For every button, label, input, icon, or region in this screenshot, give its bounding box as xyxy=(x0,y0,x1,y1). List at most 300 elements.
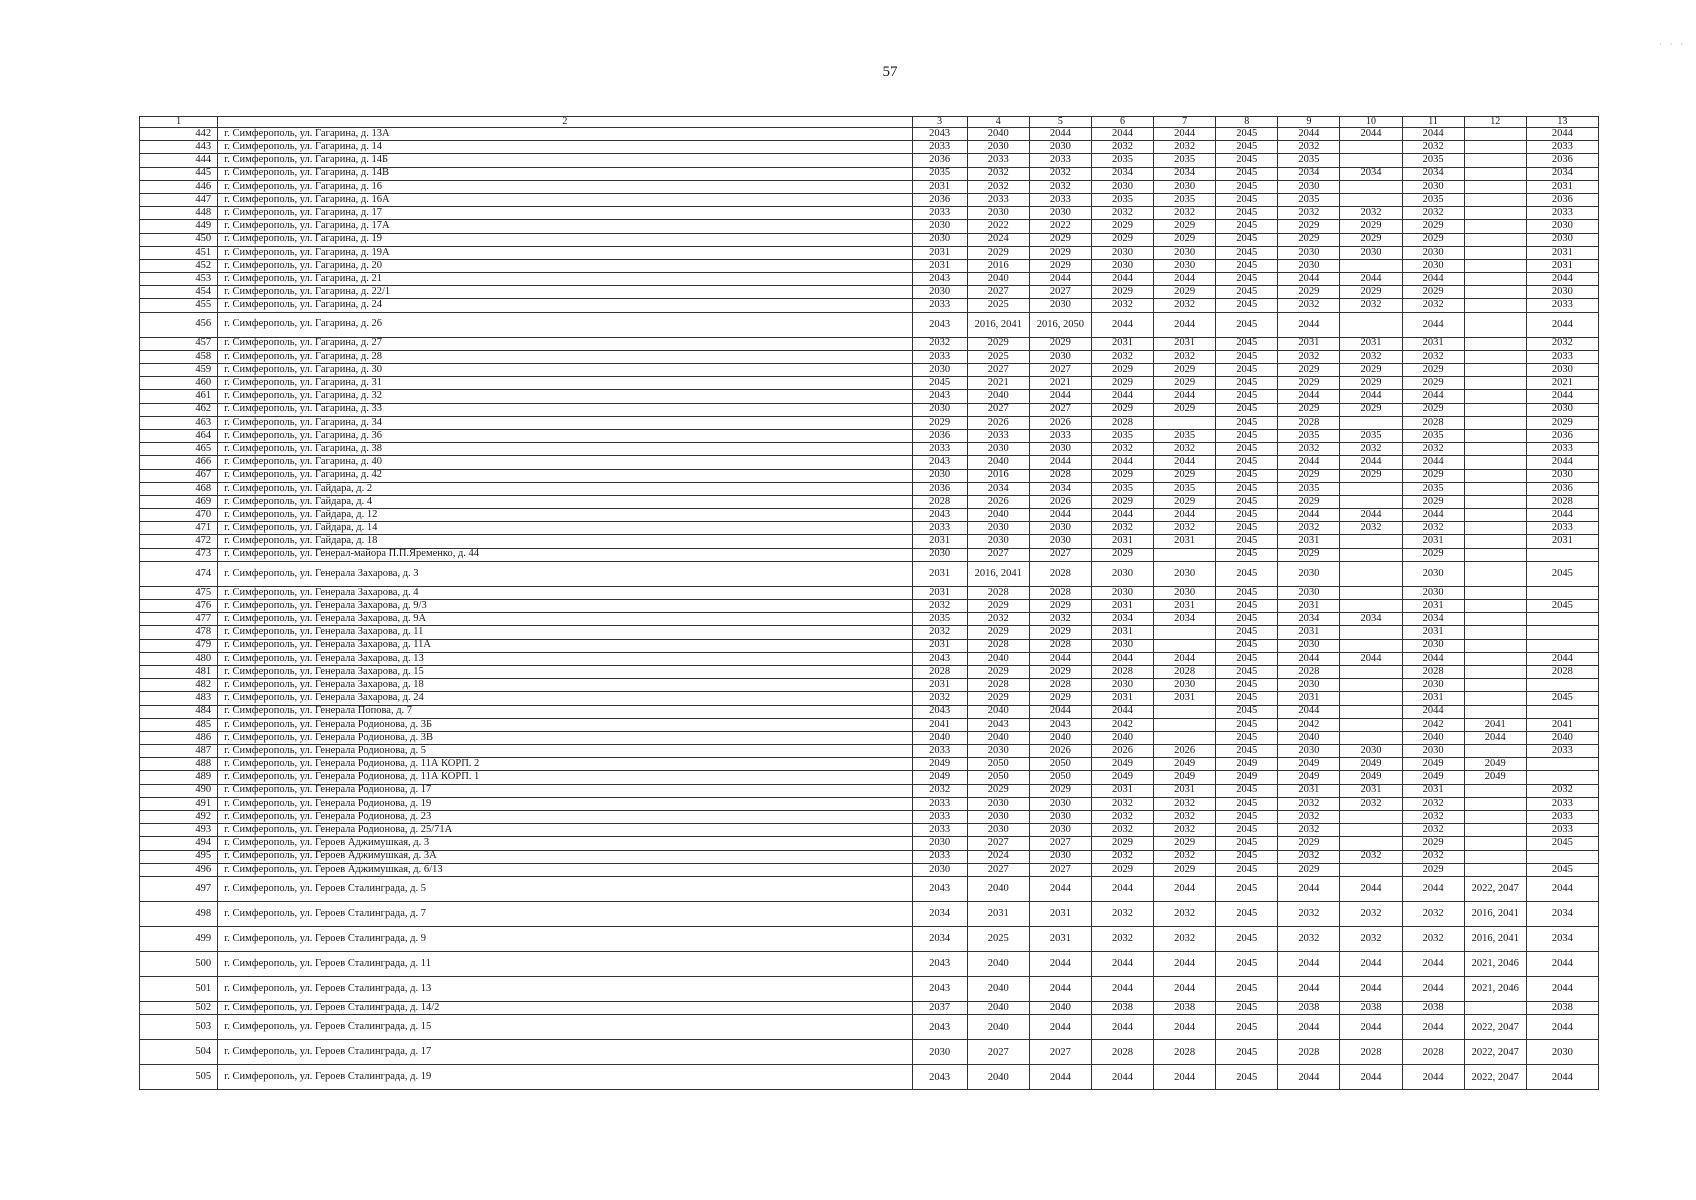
table-row xyxy=(140,154,1599,167)
year-cell: 2032 xyxy=(1278,850,1340,863)
year-cell: 2016 xyxy=(967,469,1029,482)
year-cell: 2034 xyxy=(967,482,1029,495)
year-cell xyxy=(1154,705,1216,718)
year-cell: 2045 xyxy=(1216,377,1278,390)
row-number-cell: 442 xyxy=(140,128,218,141)
year-cell: 2033 xyxy=(912,797,967,810)
year-cell: 2029 xyxy=(1402,377,1464,390)
year-cell: 2033 xyxy=(1526,745,1598,758)
year-cell: 2044 xyxy=(1340,1015,1402,1040)
year-cell: 2045 xyxy=(1216,976,1278,1001)
year-cell: 2032 xyxy=(1402,522,1464,535)
row-number-cell: 445 xyxy=(140,167,218,180)
year-cell: 2026 xyxy=(1154,745,1216,758)
table-row xyxy=(140,167,1599,180)
year-cell: 2030 xyxy=(1029,443,1091,456)
year-cell: 2035 xyxy=(1154,154,1216,167)
year-cell xyxy=(1464,377,1526,390)
year-cell: 2032 xyxy=(1278,207,1340,220)
year-cell: 2032 xyxy=(1091,522,1153,535)
year-cell: 2030 xyxy=(1278,586,1340,599)
year-cell: 2028 xyxy=(1402,1040,1464,1065)
year-cell: 2031 xyxy=(1278,626,1340,639)
table-row xyxy=(140,495,1599,508)
year-cell: 2031 xyxy=(1526,259,1598,272)
year-cell: 2029 xyxy=(967,626,1029,639)
address-cell: г. Симферополь, ул. Генерала Родионова, д. 11А КОРП. 2 xyxy=(218,758,912,771)
year-cell: 2040 xyxy=(967,876,1029,901)
year-cell: 2032 xyxy=(1029,613,1091,626)
year-cell: 2044 xyxy=(1340,1065,1402,1090)
year-cell: 2043 xyxy=(912,1065,967,1090)
year-cell: 2050 xyxy=(1029,758,1091,771)
address-cell: г. Симферополь, ул. Генерала Захарова, д. 4 xyxy=(218,586,912,599)
row-number-cell: 466 xyxy=(140,456,218,469)
year-cell xyxy=(1464,141,1526,154)
year-cell: 2044 xyxy=(1402,652,1464,665)
year-cell: 2032 xyxy=(1154,811,1216,824)
year-cell: 2044 xyxy=(1154,652,1216,665)
year-cell: 2032 xyxy=(1340,797,1402,810)
year-cell: 2033 xyxy=(1526,811,1598,824)
year-cell: 2038 xyxy=(1154,1001,1216,1014)
year-cell: 2030 xyxy=(1154,586,1216,599)
year-cell: 2045 xyxy=(1216,850,1278,863)
column-header: 13 xyxy=(1526,117,1598,128)
address-cell: г. Симферополь, ул. Генерала Захарова, д. 9А xyxy=(218,613,912,626)
address-cell: г. Симферополь, ул. Гагарина, д. 26 xyxy=(218,312,912,337)
year-cell: 2029 xyxy=(967,600,1029,613)
year-cell: 2049 xyxy=(912,758,967,771)
year-cell: 2030 xyxy=(1526,233,1598,246)
row-number-cell: 485 xyxy=(140,718,218,731)
address-cell: г. Симферополь, ул. Генерала Захарова, д. 3 xyxy=(218,561,912,586)
year-cell xyxy=(1464,535,1526,548)
year-cell: 2030 xyxy=(1091,180,1153,193)
year-cell: 2045 xyxy=(1216,665,1278,678)
year-cell: 2044 xyxy=(1154,456,1216,469)
year-cell: 2044 xyxy=(1091,876,1153,901)
year-cell: 2029 xyxy=(1402,220,1464,233)
year-cell: 2032 xyxy=(1154,207,1216,220)
year-cell: 2030 xyxy=(1029,207,1091,220)
row-number-cell: 478 xyxy=(140,626,218,639)
year-cell xyxy=(1340,193,1402,206)
year-cell xyxy=(1526,705,1598,718)
year-cell: 2034 xyxy=(912,901,967,926)
year-cell: 2029 xyxy=(1278,364,1340,377)
year-cell: 2049 xyxy=(1154,758,1216,771)
row-number-cell: 444 xyxy=(140,154,218,167)
year-cell: 2032 xyxy=(1091,850,1153,863)
year-cell: 2032 xyxy=(1402,901,1464,926)
year-cell: 2031 xyxy=(1402,692,1464,705)
year-cell: 2030 xyxy=(1402,246,1464,259)
year-cell: 2029 xyxy=(1091,403,1153,416)
year-cell: 2034 xyxy=(1526,167,1598,180)
address-cell: г. Симферополь, ул. Генерала Родионова, д. 5 xyxy=(218,745,912,758)
year-cell: 2045 xyxy=(1216,154,1278,167)
year-cell: 2030 xyxy=(1029,350,1091,363)
row-number-cell: 502 xyxy=(140,1001,218,1014)
year-cell xyxy=(1464,154,1526,167)
table-row xyxy=(140,692,1599,705)
year-cell: 2049 xyxy=(1402,758,1464,771)
year-cell xyxy=(1340,561,1402,586)
year-cell: 2032 xyxy=(1091,901,1153,926)
address-cell: г. Симферополь, ул. Гайдара, д. 2 xyxy=(218,482,912,495)
year-cell: 2029 xyxy=(1340,233,1402,246)
address-cell: г. Симферополь, ул. Генерала Захарова, д. 15 xyxy=(218,665,912,678)
year-cell: 2029 xyxy=(1091,286,1153,299)
row-number-cell: 460 xyxy=(140,377,218,390)
year-cell: 2028 xyxy=(967,639,1029,652)
year-cell: 2033 xyxy=(1526,824,1598,837)
year-cell: 2034 xyxy=(1154,167,1216,180)
year-cell: 2044 xyxy=(1278,951,1340,976)
table-row xyxy=(140,364,1599,377)
column-header: 1 xyxy=(140,117,218,128)
year-cell: 2031 xyxy=(1402,626,1464,639)
year-cell: 2045 xyxy=(1216,167,1278,180)
year-cell: 2033 xyxy=(1526,522,1598,535)
address-cell: г. Симферополь, ул. Генерала Попова, д. 7 xyxy=(218,705,912,718)
table-row xyxy=(140,901,1599,926)
year-cell: 2032 xyxy=(1091,797,1153,810)
year-cell: 2030 xyxy=(1526,469,1598,482)
year-cell: 2029 xyxy=(1154,403,1216,416)
year-cell: 2029 xyxy=(1029,626,1091,639)
year-cell: 2022, 2047 xyxy=(1464,1065,1526,1090)
year-cell: 2031 xyxy=(1091,784,1153,797)
year-cell: 2016, 2041 xyxy=(967,312,1029,337)
year-cell: 2031 xyxy=(1091,692,1153,705)
year-cell: 2029 xyxy=(1340,220,1402,233)
year-cell: 2033 xyxy=(912,522,967,535)
year-cell: 2049 xyxy=(1402,771,1464,784)
row-number-cell: 475 xyxy=(140,586,218,599)
table-row xyxy=(140,403,1599,416)
year-cell: 2027 xyxy=(967,1040,1029,1065)
year-cell: 2035 xyxy=(1402,154,1464,167)
year-cell: 2029 xyxy=(1091,495,1153,508)
year-cell: 2029 xyxy=(967,665,1029,678)
year-cell: 2044 xyxy=(1526,273,1598,286)
row-number-cell: 504 xyxy=(140,1040,218,1065)
table-row xyxy=(140,312,1599,337)
year-cell: 2022, 2047 xyxy=(1464,1040,1526,1065)
year-cell: 2029 xyxy=(1154,837,1216,850)
year-cell: 2032 xyxy=(1091,141,1153,154)
year-cell: 2031 xyxy=(1091,626,1153,639)
year-cell: 2040 xyxy=(1402,731,1464,744)
year-cell xyxy=(1464,246,1526,259)
year-cell: 2021, 2046 xyxy=(1464,951,1526,976)
year-cell xyxy=(1340,731,1402,744)
year-cell: 2043 xyxy=(912,128,967,141)
year-cell: 2029 xyxy=(1154,364,1216,377)
year-cell: 2031 xyxy=(1091,337,1153,350)
year-cell: 2030 xyxy=(1154,679,1216,692)
year-cell: 2044 xyxy=(1526,390,1598,403)
year-cell: 2044 xyxy=(1154,390,1216,403)
year-cell xyxy=(1340,548,1402,561)
year-cell: 2032 xyxy=(912,692,967,705)
year-cell: 2045 xyxy=(1216,259,1278,272)
year-cell: 2030 xyxy=(967,811,1029,824)
year-cell: 2038 xyxy=(1526,1001,1598,1014)
year-cell: 2036 xyxy=(912,482,967,495)
row-number-cell: 448 xyxy=(140,207,218,220)
address-cell: г. Симферополь, ул. Генерала Родионова, д. 19 xyxy=(218,797,912,810)
year-cell: 2034 xyxy=(1402,167,1464,180)
year-cell xyxy=(1526,548,1598,561)
year-cell: 2029 xyxy=(1278,377,1340,390)
year-cell: 2034 xyxy=(912,926,967,951)
year-cell: 2045 xyxy=(1216,718,1278,731)
year-cell: 2045 xyxy=(1526,692,1598,705)
year-cell: 2035 xyxy=(1154,429,1216,442)
year-cell: 2045 xyxy=(1216,705,1278,718)
year-cell: 2044 xyxy=(1091,705,1153,718)
table-row xyxy=(140,976,1599,1001)
year-cell: 2016, 2041 xyxy=(967,561,1029,586)
scan-marks: · · · xyxy=(1659,40,1686,49)
year-cell: 2024 xyxy=(967,850,1029,863)
year-cell: 2030 xyxy=(1029,824,1091,837)
row-number-cell: 454 xyxy=(140,286,218,299)
year-cell: 2045 xyxy=(1216,837,1278,850)
year-cell xyxy=(1464,1001,1526,1014)
year-cell: 2045 xyxy=(1216,1065,1278,1090)
year-cell: 2032 xyxy=(1402,141,1464,154)
table-row xyxy=(140,246,1599,259)
row-number-cell: 449 xyxy=(140,220,218,233)
year-cell: 2032 xyxy=(1402,926,1464,951)
year-cell: 2030 xyxy=(1029,797,1091,810)
year-cell: 2030 xyxy=(912,233,967,246)
column-header: 2 xyxy=(218,117,912,128)
year-cell xyxy=(1526,679,1598,692)
year-cell: 2029 xyxy=(1340,377,1402,390)
year-cell: 2030 xyxy=(912,220,967,233)
year-cell: 2045 xyxy=(1216,443,1278,456)
year-cell: 2038 xyxy=(1091,1001,1153,1014)
row-number-cell: 451 xyxy=(140,246,218,259)
year-cell xyxy=(1340,482,1402,495)
row-number-cell: 464 xyxy=(140,429,218,442)
year-cell: 2029 xyxy=(967,692,1029,705)
column-header: 5 xyxy=(1029,117,1091,128)
year-cell: 2030 xyxy=(912,469,967,482)
year-cell: 2044 xyxy=(1029,1065,1091,1090)
address-cell: г. Симферополь, ул. Героев Сталинграда, д. 15 xyxy=(218,1015,912,1040)
row-number-cell: 457 xyxy=(140,337,218,350)
year-cell: 2044 xyxy=(1526,876,1598,901)
address-cell: г. Симферополь, ул. Героев Сталинграда, д. 5 xyxy=(218,876,912,901)
year-cell: 2033 xyxy=(912,207,967,220)
year-cell: 2030 xyxy=(1278,259,1340,272)
year-cell: 2045 xyxy=(1216,364,1278,377)
year-cell: 2029 xyxy=(1029,692,1091,705)
year-cell: 2030 xyxy=(912,837,967,850)
table-row xyxy=(140,837,1599,850)
year-cell: 2032 xyxy=(1278,811,1340,824)
year-cell: 2027 xyxy=(967,837,1029,850)
row-number-cell: 488 xyxy=(140,758,218,771)
year-cell: 2032 xyxy=(967,613,1029,626)
address-cell: г. Симферополь, ул. Генерала Родионова, д. 3В xyxy=(218,731,912,744)
year-cell: 2034 xyxy=(1340,167,1402,180)
year-cell: 2045 xyxy=(1216,863,1278,876)
year-cell: 2031 xyxy=(967,901,1029,926)
year-cell: 2035 xyxy=(1278,193,1340,206)
year-cell xyxy=(1340,141,1402,154)
table-row xyxy=(140,273,1599,286)
year-cell: 2049 xyxy=(1340,771,1402,784)
year-cell: 2030 xyxy=(1029,299,1091,312)
year-cell: 2032 xyxy=(1154,522,1216,535)
table-row xyxy=(140,509,1599,522)
year-cell: 2033 xyxy=(1526,797,1598,810)
address-cell: г. Симферополь, ул. Гагарина, д. 27 xyxy=(218,337,912,350)
year-cell: 2032 xyxy=(967,167,1029,180)
year-cell: 2045 xyxy=(1216,1040,1278,1065)
year-cell: 2022 xyxy=(1029,220,1091,233)
year-cell: 2041 xyxy=(912,718,967,731)
year-cell xyxy=(1464,705,1526,718)
year-cell: 2029 xyxy=(1091,377,1153,390)
year-cell: 2027 xyxy=(1029,403,1091,416)
address-cell: г. Симферополь, ул. Гагарина, д. 34 xyxy=(218,416,912,429)
year-cell: 2030 xyxy=(1091,586,1153,599)
year-cell: 2043 xyxy=(912,1015,967,1040)
year-cell xyxy=(1464,364,1526,377)
year-cell: 2035 xyxy=(1340,429,1402,442)
year-cell: 2031 xyxy=(1154,535,1216,548)
row-number-cell: 494 xyxy=(140,837,218,850)
column-header: 3 xyxy=(912,117,967,128)
address-cell: г. Симферополь, ул. Героев Аджимушкая, д. 6/13 xyxy=(218,863,912,876)
year-cell: 2027 xyxy=(1029,548,1091,561)
year-cell: 2036 xyxy=(1526,193,1598,206)
year-cell: 2040 xyxy=(967,1001,1029,1014)
year-cell: 2044 xyxy=(1526,652,1598,665)
year-cell: 2031 xyxy=(1154,784,1216,797)
table-row xyxy=(140,1015,1599,1040)
address-cell: г. Симферополь, ул. Гагарина, д. 30 xyxy=(218,364,912,377)
year-cell: 2033 xyxy=(1526,443,1598,456)
year-cell: 2044 xyxy=(1402,1015,1464,1040)
year-cell: 2036 xyxy=(1526,482,1598,495)
year-cell: 2031 xyxy=(1340,784,1402,797)
year-cell: 2028 xyxy=(1091,665,1153,678)
address-cell: г. Симферополь, ул. Генерала Родионова, д. 25/71А xyxy=(218,824,912,837)
year-cell: 2044 xyxy=(1340,456,1402,469)
year-cell: 2035 xyxy=(1154,193,1216,206)
address-cell: г. Симферополь, ул. Гагарина, д. 38 xyxy=(218,443,912,456)
year-cell: 2033 xyxy=(1526,299,1598,312)
year-cell: 2031 xyxy=(1278,600,1340,613)
year-cell: 2045 xyxy=(1216,482,1278,495)
table-row xyxy=(140,286,1599,299)
year-cell: 2029 xyxy=(1091,837,1153,850)
year-cell: 2044 xyxy=(1402,509,1464,522)
year-cell: 2045 xyxy=(1216,390,1278,403)
year-cell: 2041 xyxy=(1526,718,1598,731)
column-header: 11 xyxy=(1402,117,1464,128)
year-cell: 2033 xyxy=(912,745,967,758)
year-cell: 2034 xyxy=(1402,613,1464,626)
year-cell: 2043 xyxy=(967,718,1029,731)
year-cell: 2029 xyxy=(1278,548,1340,561)
year-cell: 2040 xyxy=(967,1015,1029,1040)
year-cell: 2049 xyxy=(1216,771,1278,784)
year-cell xyxy=(1340,586,1402,599)
address-cell: г. Симферополь, ул. Гагарина, д. 28 xyxy=(218,350,912,363)
year-cell: 2033 xyxy=(1029,154,1091,167)
row-number-cell: 447 xyxy=(140,193,218,206)
year-cell: 2040 xyxy=(1091,731,1153,744)
year-cell xyxy=(1464,639,1526,652)
year-cell: 2030 xyxy=(1029,141,1091,154)
year-cell: 2035 xyxy=(1278,429,1340,442)
year-cell: 2032 xyxy=(1091,926,1153,951)
year-cell: 2029 xyxy=(1402,403,1464,416)
year-cell xyxy=(1464,207,1526,220)
year-cell: 2031 xyxy=(912,679,967,692)
address-cell: г. Симферополь, ул. Гагарина, д. 24 xyxy=(218,299,912,312)
year-cell xyxy=(1154,718,1216,731)
year-cell: 2030 xyxy=(1402,745,1464,758)
year-cell: 2032 xyxy=(1402,350,1464,363)
address-cell: г. Симферополь, ул. Героев Сталинграда, д. 7 xyxy=(218,901,912,926)
address-cell: г. Симферополь, ул. Гагарина, д. 21 xyxy=(218,273,912,286)
year-cell: 2036 xyxy=(1526,154,1598,167)
year-cell: 2030 xyxy=(1154,180,1216,193)
year-cell: 2033 xyxy=(912,443,967,456)
year-cell: 2045 xyxy=(1526,837,1598,850)
address-cell: г. Симферополь, ул. Героев Сталинграда, д. 11 xyxy=(218,951,912,976)
year-cell: 2044 xyxy=(1091,951,1153,976)
year-cell: 2044 xyxy=(1340,976,1402,1001)
table-row xyxy=(140,350,1599,363)
year-cell: 2030 xyxy=(912,364,967,377)
year-cell: 2030 xyxy=(1526,286,1598,299)
address-cell: г. Симферополь, ул. Генерала Родионова, д. 3Б xyxy=(218,718,912,731)
year-cell: 2029 xyxy=(1091,364,1153,377)
year-cell: 2031 xyxy=(1402,600,1464,613)
row-number-cell: 486 xyxy=(140,731,218,744)
year-cell: 2030 xyxy=(1278,246,1340,259)
year-cell: 2030 xyxy=(912,1040,967,1065)
year-cell: 2038 xyxy=(1340,1001,1402,1014)
year-cell: 2030 xyxy=(1029,811,1091,824)
year-cell: 2031 xyxy=(1526,535,1598,548)
address-cell: г. Симферополь, ул. Генерала Захарова, д. 11А xyxy=(218,639,912,652)
year-cell: 2043 xyxy=(912,976,967,1001)
year-cell: 2021, 2046 xyxy=(1464,976,1526,1001)
year-cell: 2044 xyxy=(1029,705,1091,718)
year-cell: 2027 xyxy=(1029,286,1091,299)
year-cell xyxy=(1340,626,1402,639)
year-cell: 2027 xyxy=(1029,364,1091,377)
year-cell: 2044 xyxy=(1091,456,1153,469)
year-cell: 2030 xyxy=(1091,246,1153,259)
year-cell: 2044 xyxy=(1154,128,1216,141)
year-cell: 2030 xyxy=(1154,259,1216,272)
address-cell: г. Симферополь, ул. Гагарина, д. 32 xyxy=(218,390,912,403)
